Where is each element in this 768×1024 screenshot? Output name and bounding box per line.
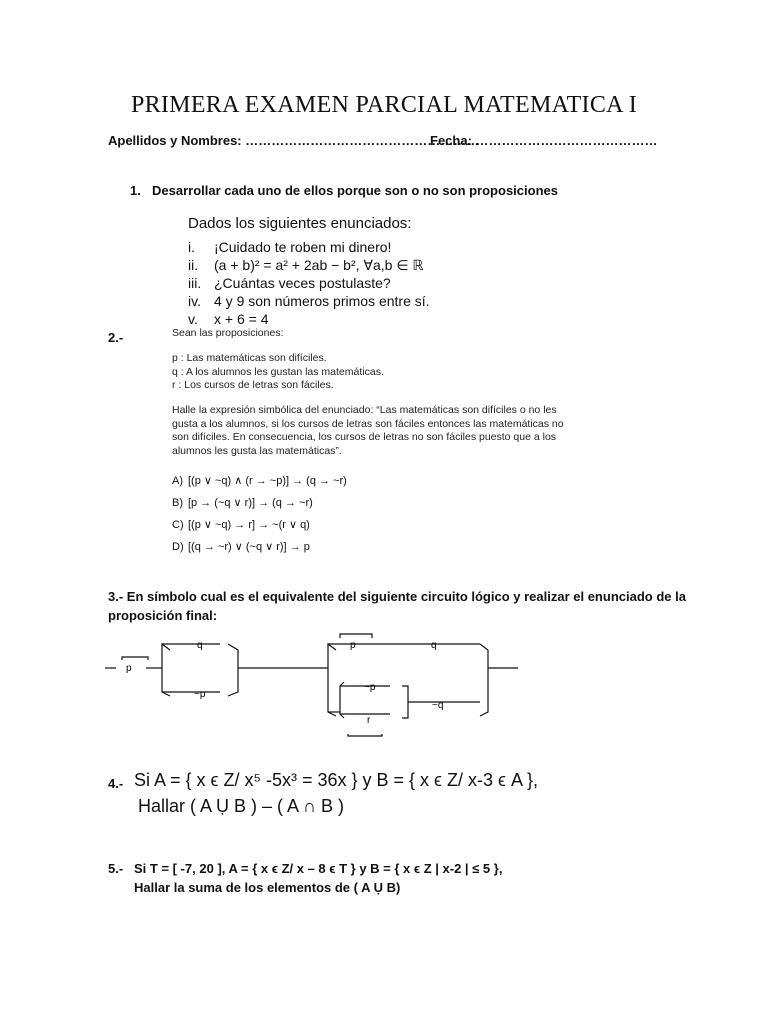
- q1-item-text: 4 y 9 son números primos entre sí.: [214, 293, 430, 309]
- option-c: [172, 514, 347, 536]
- q1-item-roman: iii.: [188, 275, 202, 291]
- statement-line: gusta a los alumnos, si los cursos de letras son fáciles entonces las matemáticas no: [172, 417, 564, 430]
- circuit-label-p-right: p: [350, 640, 356, 651]
- q2-options: [172, 470, 347, 558]
- circuit-wires: [105, 634, 518, 736]
- q2-intro: Sean las proposiciones:: [172, 327, 284, 339]
- circuit-label-r: r: [367, 715, 371, 726]
- names-field: Apellidos y Nombres: ………………………………………………: [108, 133, 480, 148]
- option-text: [(q → ~r) ∨ (~q ∨ r)] → p: [188, 541, 310, 553]
- q1-item-roman: iv.: [188, 293, 201, 309]
- q1-list: [188, 238, 430, 328]
- statement-line: son difíciles. En consecuencia, los cursos de letras no son fáciles puesto que a los: [172, 431, 557, 443]
- option-d: [172, 536, 347, 558]
- circuit-label-not-p2: ~p: [364, 682, 376, 693]
- circuit-label-p: p: [126, 663, 132, 674]
- option-text: [(p ∨ ~q) ∧ (r → ~p)] → (q → ~r): [188, 475, 347, 487]
- proposition: p : Las matemáticas son difíciles.: [172, 352, 327, 364]
- option-a: [172, 470, 347, 492]
- option-text: [(p ∨ ~q) → r] → ~(r ∨ q): [188, 519, 310, 531]
- option-letter: C): [172, 519, 184, 531]
- q1-item-roman: ii.: [188, 257, 199, 273]
- page-title: PRIMERA EXAMEN PARCIAL MATEMATICA I: [130, 92, 638, 118]
- statement-line: alumnos les gusta las matemáticas”.: [172, 444, 342, 457]
- q1-item-text: ¡Cuidado te roben mi dinero!: [214, 239, 392, 255]
- q1-number: 1.: [130, 183, 141, 198]
- q5-line1: Si T = [ -7, 20 ], A = { x ϵ Z/ x – 8 ϵ T } y B = { x ϵ Z | x-2 | ≤ 5 },: [134, 861, 503, 876]
- logic-circuit-diagram: [100, 630, 540, 740]
- option-text: [p → (~q ∨ r)] → (q → ~r): [188, 497, 313, 509]
- q1-item: [188, 256, 430, 274]
- q1-item: [188, 274, 430, 292]
- q2-props: [172, 352, 384, 393]
- proposition: q : A los alumnos les gustan las matemáticas.: [172, 365, 384, 378]
- q1-item: [188, 238, 430, 256]
- q1-prompt: Desarrollar cada uno de ellos porque son o no son proposiciones: [152, 183, 558, 198]
- q4-line1: Si A = { x ϵ Z/ x⁵ -5x³ = 36x } y B = { x ϵ Z/ x-3 ϵ A },: [134, 770, 538, 790]
- circuit-label-q: q: [197, 640, 203, 651]
- q2-statement: [172, 404, 564, 458]
- q1-item: [188, 292, 430, 310]
- q1-item-roman: i.: [188, 239, 195, 255]
- proposition: r : Los cursos de letras son fáciles.: [172, 379, 334, 391]
- circuit-label-not-q: ~q: [432, 700, 444, 711]
- option-letter: D): [172, 541, 184, 553]
- circuit-label-q-right: q: [431, 640, 437, 651]
- q1-item-roman: v.: [188, 311, 198, 327]
- option-letter: B): [172, 497, 183, 509]
- q3-prompt-line1: 3.- En símbolo cual es el equivalente del siguiente circuito lógico y realizar el enunciado de la: [108, 589, 686, 604]
- q4-line2: Hallar ( A Ụ B ) – ( A ∩ B ): [138, 796, 344, 816]
- q1-item-text: (a + b)² = a² + 2ab − b², ∀a,b ∈ ℝ: [214, 257, 424, 273]
- date-field: Fecha: ……………………………………: [430, 133, 658, 148]
- q5-line2: Hallar la suma de los elementos de ( A Ụ B): [134, 880, 401, 895]
- q1-item-text: ¿Cuántas veces postulaste?: [214, 275, 391, 291]
- circuit-label-not-p: ~p: [194, 689, 206, 700]
- q1-intro: Dados los siguientes enunciados:: [188, 215, 412, 232]
- q1-item-text: x + 6 = 4: [214, 311, 269, 327]
- option-letter: A): [172, 475, 183, 487]
- option-b: [172, 492, 347, 514]
- q3-prompt-line2: proposición final:: [108, 608, 218, 623]
- q4-number: 4.-: [108, 776, 124, 791]
- q5-number: 5.-: [108, 861, 124, 876]
- q1-item: [188, 310, 430, 328]
- statement-line: Halle la expresión simbólica del enunciado: “Las matemáticas son difíciles o no les: [172, 404, 557, 416]
- q2-number: 2.-: [108, 330, 124, 345]
